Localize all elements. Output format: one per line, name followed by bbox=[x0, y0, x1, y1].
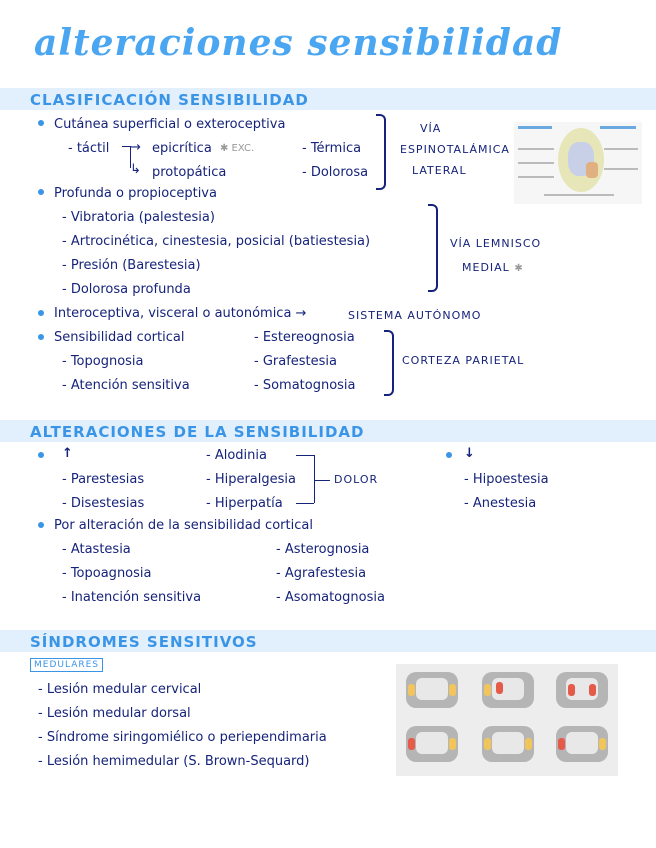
text-sindrome-2: - Lesión medular dorsal bbox=[38, 706, 191, 721]
atastesia-label: Atastesia bbox=[70, 542, 131, 557]
medial-label: MEDIAL bbox=[462, 261, 510, 274]
text-cortical: Sensibilidad cortical bbox=[54, 330, 185, 345]
connector-line bbox=[314, 455, 315, 503]
bullet-dot bbox=[38, 334, 44, 340]
text-atencion: - Atención sensitiva bbox=[62, 378, 190, 393]
bullet-dot bbox=[38, 522, 44, 528]
cord-diagram bbox=[556, 726, 608, 762]
termica-label: Térmica bbox=[310, 141, 362, 156]
arrow-glyph: → bbox=[130, 140, 141, 155]
cord-diagram bbox=[406, 726, 458, 762]
note-exc: ✱ EXC. bbox=[220, 143, 255, 154]
via-label-2: ESPINOTALÁMICA bbox=[400, 143, 510, 156]
page-title: alteraciones sensibilidad bbox=[34, 22, 563, 64]
text-artrocinetica: - Artrocinética, cinestesia, posicial (batiestesia) bbox=[62, 234, 371, 249]
text-protopatica: protopática bbox=[152, 165, 227, 180]
text-interoceptiva: Interoceptiva, visceral o autonómica → bbox=[54, 306, 307, 321]
text-sindrome-3: - Síndrome siringomiélico o periependimaria bbox=[38, 730, 327, 745]
connector-line bbox=[296, 503, 314, 504]
sindrome-2-label: Lesión medular dorsal bbox=[46, 706, 191, 721]
disestesias-label: Disestesias bbox=[70, 496, 145, 511]
via-label-1: VÍA bbox=[420, 122, 442, 135]
text-hiperalgesia: - Hiperalgesia bbox=[206, 472, 296, 487]
asterognosia-label: Asterognosia bbox=[284, 542, 370, 557]
text-por-alteracion: Por alteración de la sensibilidad cortical bbox=[54, 518, 313, 533]
text-vibratoria: - Vibratoria (palestesia) bbox=[62, 210, 215, 225]
cord-diagram bbox=[406, 672, 458, 708]
tract bbox=[586, 162, 598, 178]
via-lemnisco: VÍA LEMNISCO bbox=[450, 237, 542, 250]
via-medial bbox=[462, 261, 524, 274]
text-hiperpatia: - Hiperpatía bbox=[206, 496, 283, 511]
arrow-glyph: ↳ bbox=[130, 162, 141, 177]
bullet-dot bbox=[38, 452, 44, 458]
branch-line bbox=[122, 146, 130, 147]
sindrome-4-label: Lesión hemimedular (S. Brown-Sequard) bbox=[46, 754, 310, 769]
connector-line bbox=[296, 455, 314, 456]
hiperalgesia-label: Hiperalgesia bbox=[214, 472, 296, 487]
text-alodinia: - Alodinia bbox=[206, 448, 267, 463]
hiperpatia-label: Hiperpatía bbox=[214, 496, 283, 511]
section-header-sindromes: SÍNDROMES SENSITIVOS bbox=[30, 633, 258, 651]
topognosia-label: Topognosia bbox=[70, 354, 144, 369]
syndromes-figure bbox=[396, 664, 618, 776]
legend-line bbox=[518, 176, 554, 178]
cord-diagram bbox=[482, 672, 534, 708]
hipoestesia-label: Hipoestesia bbox=[472, 472, 549, 487]
atencion-label: Atención sensitiva bbox=[70, 378, 190, 393]
text-topognosia: - Topognosia bbox=[62, 354, 144, 369]
medulares-box: MEDULARES bbox=[30, 658, 103, 672]
text-disestesias: - Disestesias bbox=[62, 496, 145, 511]
bullet-dot bbox=[38, 189, 44, 195]
agrafestesia-label: Agrafestesia bbox=[284, 566, 367, 581]
text-asterognosia: - Asterognosia bbox=[276, 542, 370, 557]
text-grafestesia: - Grafestesia bbox=[254, 354, 338, 369]
section-header-clasificacion: CLASIFICACIÓN SENSIBILIDAD bbox=[30, 91, 309, 109]
text-presion: - Presión (Barestesia) bbox=[62, 258, 201, 273]
spinal-cord-diagram bbox=[514, 122, 642, 204]
inatencion-label: Inatención sensitiva bbox=[70, 590, 202, 605]
text-epicritica: epicrítica bbox=[152, 141, 212, 156]
connector-line bbox=[314, 480, 330, 481]
text-parestesias: - Parestesias bbox=[62, 472, 145, 487]
bullet-dot bbox=[38, 120, 44, 126]
text-topoagnosia: - Topoagnosia bbox=[62, 566, 152, 581]
bullet-dot bbox=[38, 310, 44, 316]
dolorosa-label: Dolorosa bbox=[310, 165, 369, 180]
brace bbox=[428, 204, 438, 292]
estereognosia-label: Estereognosia bbox=[262, 330, 355, 345]
dolorosa-prof-label: Dolorosa profunda bbox=[70, 282, 191, 297]
text-somatognosia: - Somatognosia bbox=[254, 378, 356, 393]
legend-line bbox=[518, 162, 554, 164]
brace bbox=[376, 114, 386, 190]
text-sistema-autonomo: SISTEMA AUTÓNOMO bbox=[348, 309, 482, 322]
legend-line bbox=[544, 194, 614, 196]
artrocinetica-label: Artrocinética, cinestesia, posicial (batiestesia) bbox=[70, 234, 371, 249]
legend-line bbox=[518, 126, 552, 129]
legend-line bbox=[604, 148, 638, 150]
legend-line bbox=[600, 126, 636, 129]
alodinia-label: Alodinia bbox=[214, 448, 267, 463]
text-sindrome-4: - Lesión hemimedular (S. Brown-Sequard) bbox=[38, 754, 310, 769]
text-dolorosa-profunda: - Dolorosa profunda bbox=[62, 282, 191, 297]
up-arrow-icon: ↑ bbox=[62, 446, 73, 461]
cord-diagram bbox=[556, 672, 608, 708]
vibratoria-label: Vibratoria (palestesia) bbox=[70, 210, 215, 225]
bullet-dot bbox=[446, 452, 452, 458]
tactil-label: táctil bbox=[76, 141, 110, 156]
text-asomatognosia: - Asomatognosia bbox=[276, 590, 385, 605]
sindrome-3-label: Síndrome siringomiélico o periependimaria bbox=[46, 730, 327, 745]
via-label-3: LATERAL bbox=[412, 164, 467, 177]
presion-label: Presión (Barestesia) bbox=[70, 258, 201, 273]
somatognosia-label: Somatognosia bbox=[262, 378, 356, 393]
text-atastesia: - Atastesia bbox=[62, 542, 131, 557]
text-corteza-parietal: CORTEZA PARIETAL bbox=[402, 354, 525, 367]
cord-diagram bbox=[482, 726, 534, 762]
text-sindrome-1: - Lesión medular cervical bbox=[38, 682, 202, 697]
text-profunda: Profunda o propioceptiva bbox=[54, 186, 217, 201]
text-dolor: DOLOR bbox=[334, 473, 379, 486]
anestesia-label: Anestesia bbox=[472, 496, 537, 511]
text-hipoestesia: - Hipoestesia bbox=[464, 472, 549, 487]
down-arrow-icon: ↓ bbox=[464, 446, 475, 461]
text-cutanea: Cutánea superficial o exteroceptiva bbox=[54, 117, 286, 132]
sindrome-1-label: Lesión medular cervical bbox=[46, 682, 202, 697]
legend-line bbox=[518, 148, 554, 150]
text-tactil: - táctil bbox=[68, 141, 110, 156]
text-anestesia: - Anestesia bbox=[464, 496, 537, 511]
text-inatencion: - Inatención sensitiva bbox=[62, 590, 202, 605]
star-mark: ✱ bbox=[514, 263, 524, 274]
text-estereognosia: - Estereognosia bbox=[254, 330, 355, 345]
brace bbox=[384, 330, 394, 396]
text-dolorosa: - Dolorosa bbox=[302, 165, 369, 180]
topoagnosia-label: Topoagnosia bbox=[70, 566, 152, 581]
parestesias-label: Parestesias bbox=[70, 472, 145, 487]
legend-line bbox=[604, 168, 638, 170]
text-agrafestesia: - Agrafestesia bbox=[276, 566, 367, 581]
section-header-alteraciones: ALTERACIONES DE LA SENSIBILIDAD bbox=[30, 423, 365, 441]
asomatognosia-label: Asomatognosia bbox=[284, 590, 385, 605]
text-termica: - Térmica bbox=[302, 141, 362, 156]
grafestesia-label: Grafestesia bbox=[262, 354, 338, 369]
